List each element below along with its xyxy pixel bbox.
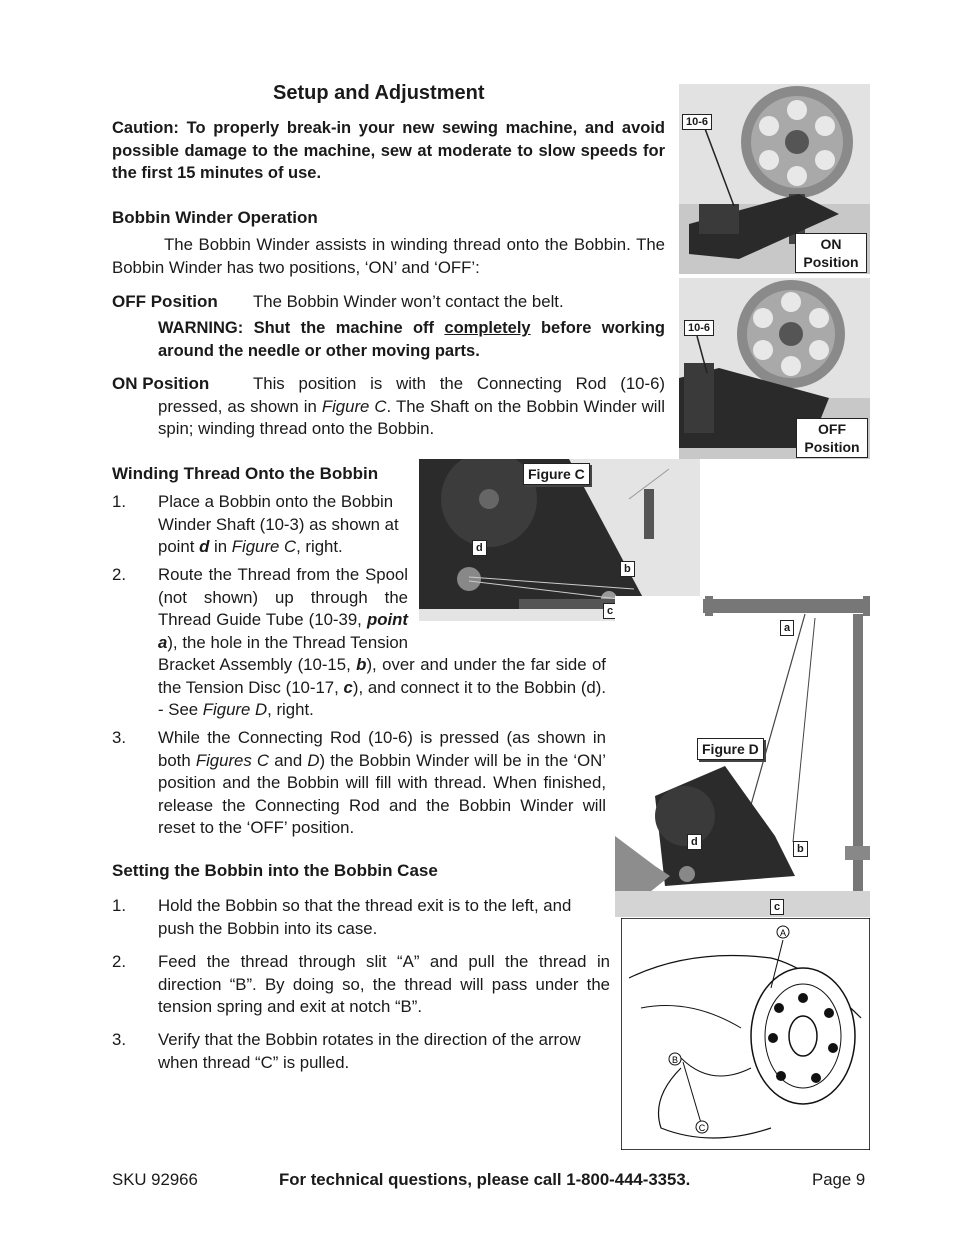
on-badge-line2: Position [803,254,859,270]
bobbin-winder-heading: Bobbin Winder Operation [112,208,318,227]
winding-step2-number: 2. [112,565,126,584]
winding-heading: Winding Thread Onto the Bobbin [112,464,379,483]
winding-step3-number: 3. [112,728,126,747]
case-step1-text: Hold the Bobbin so that the thread exit is to the left, and push the Bobbin into its case. [158,896,572,938]
on-text-a: This position is with the Connecting Rod (10-6) pressed, as shown in [158,374,665,416]
winding-step1-number: 1. [112,492,126,511]
footer-page-number: Page 9 [812,1170,866,1189]
off-badge-line2: Position [804,439,860,455]
off-position-label: OFF Position [112,292,218,311]
off-position-text: The Bobbin Winder won’t contact the belt. [253,292,564,311]
figure-d-label-d: d [687,834,702,850]
figure-d-label-c: c [770,899,784,915]
warning-part-b: before working around the needle or other moving parts. [158,319,665,360]
on-photo-part-label: 10-6 [682,114,712,130]
figure-c-label-d: d [472,540,487,556]
figure-c-label-b: b [620,561,635,577]
w1b: , right. [296,537,343,556]
w3fc: Figures C [195,750,270,770]
case-step3-number: 3. [112,1030,126,1049]
off-position-badge [796,418,868,458]
w2c: ), over and under the far side of the Tension Disc (10-17, [158,655,606,697]
page-title: Setup and Adjustment [273,82,485,104]
w2cc: c [343,677,353,697]
on-position-badge [795,233,867,273]
w1in: in [209,537,232,556]
figure-c-title: Figure C [523,463,590,485]
on-position-label: ON Position [112,374,210,393]
on-position-text [158,373,665,441]
case-step2-number: 2. [112,952,126,971]
figure-d-label-b: b [793,841,808,857]
drawing-label-c: C [698,1123,706,1133]
w1a: Place a Bobbin onto the Bobbin Winder Shaft (10-3) as shown at point [158,492,399,556]
w3fd: D [307,750,320,770]
w2d: ), and connect it to the Bobbin (d). - See [158,677,606,719]
winding-step3-text [158,727,606,840]
case-step3-text: Verify that the Bobbin rotates in the direction of the arrow when thread “C” is pulled. [158,1030,581,1072]
w3b: ) the Bobbin Winder will be in the ‘ON’ position and the Bobbin will fill with thread. When finished, release the Connecting Rod and the Bobbin Winder will reset to the ‘OFF’ position. [158,750,606,837]
on-text-figure-ref: Figure C [321,396,387,416]
figure-c-label-c: c [603,603,617,619]
on-badge-line1: ON [820,236,842,252]
w1d: d [199,537,210,556]
caution-text: Caution: To properly break-in your new sewing machine, and avoid possible damage to the machine, sew at moderate to slow speeds for the first 15 minutes of use. [112,119,665,182]
off-badge-line1: OFF [818,421,846,437]
w3and: and [269,750,308,770]
drawing-label-b: B [671,1055,679,1065]
bobbin-winder-intro: The Bobbin Winder assists in winding thread onto the Bobbin. The Bobbin Winder has two positions, ‘ON’ and ‘OFF’: [112,235,665,277]
figure-d-label-a: a [780,620,794,636]
winding-step1-text [158,491,410,559]
bobbin-case-drawing [621,918,870,1150]
figure-d-title: Figure D [697,738,764,760]
drawing-label-a: A [779,928,787,938]
w2bb: b [356,655,367,674]
case-step1-number: 1. [112,896,126,915]
w1fig: Figure C [231,537,297,556]
w2pa: point a [158,610,408,652]
w3a: While the Connecting Rod (10-6) is pressed (as shown in both [158,728,606,770]
w2b: ), the hole in the Thread Tension Bracket Assembly (10-15, [158,632,408,674]
footer-sku: SKU 92966 [112,1170,198,1189]
warning-underlined: completely [444,319,531,337]
bobbin-case-heading: Setting the Bobbin into the Bobbin Case [112,861,438,880]
warning-part-a: WARNING: Shut the machine off [158,319,445,337]
w2a: Route the Thread from the Spool (not shown) up through the Thread Guide Tube (10-39, [158,565,408,629]
on-text-b: . The Shaft on the Bobbin Winder will spin; winding thread onto the Bobbin. [158,396,665,438]
w2fig: Figure D [202,700,268,719]
case-step2-text: Feed the thread through slit “A” and pull the thread in direction “B”. By doing so, the thread will pass under the tension spring and exit at notch “B”. [158,952,610,1016]
off-photo-part-label: 10-6 [684,320,714,336]
warning-text [158,317,665,362]
footer-tech-support: For technical questions, please call 1-800-444-3353. [279,1170,691,1189]
w2e: , right. [267,700,314,719]
